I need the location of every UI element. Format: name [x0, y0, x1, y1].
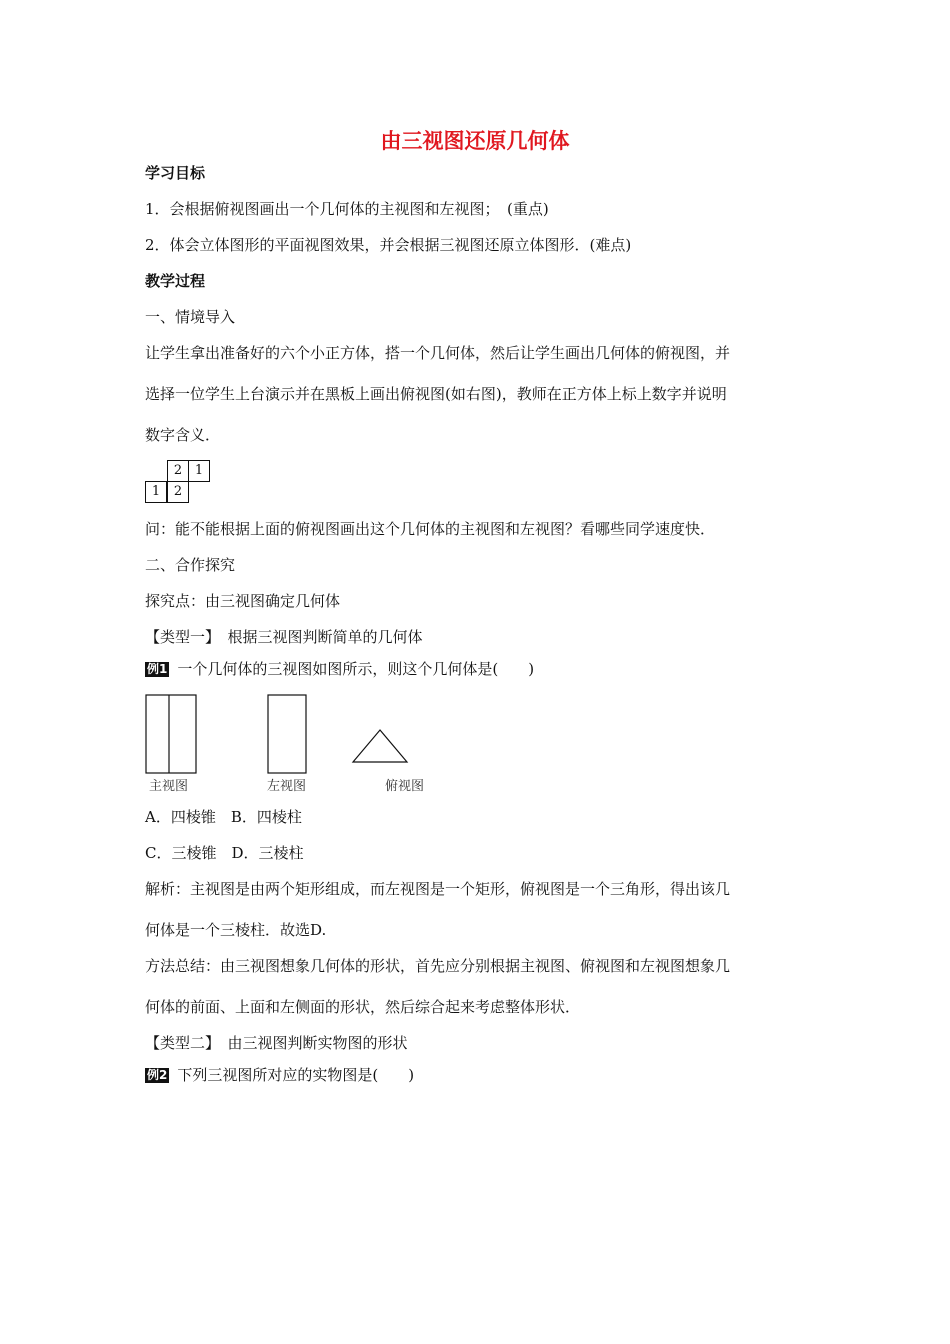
page-title: 由三视图还原几何体 — [380, 129, 570, 153]
top-view-triangle — [353, 730, 407, 762]
part2-heading: 二、合作探究 — [145, 556, 236, 574]
explore-point: 探究点：由三视图确定几何体 — [145, 592, 341, 610]
grid-cell: 1 — [145, 481, 167, 503]
grid-cell: 2 — [167, 481, 189, 503]
method-line-2: 何体的前面、上面和左侧面的形状，然后综合起来考虑整体形状． — [145, 998, 581, 1016]
example-text: 下列三视图所对应的实物图是( ) — [177, 1066, 415, 1084]
goals-heading: 学习目标 — [145, 164, 206, 182]
example-label: 例2 — [147, 1068, 168, 1082]
grid-cell: 2 — [167, 460, 189, 482]
analysis-line-2: 何体是一个三棱柱．故选D. — [145, 921, 327, 939]
options-cd: C．三棱锥 D．三棱柱 — [145, 844, 304, 862]
example-label: 例1 — [147, 662, 168, 676]
type1-heading: 【类型一】 根据三视图判断简单的几何体 — [145, 628, 423, 646]
left-view-label: 左视图 — [267, 779, 307, 794]
intro-line-2: 选择一位学生上台演示并在黑板上画出俯视图(如右图)，教师在正方体上标上数字并说明 — [145, 385, 727, 403]
type2-heading: 【类型二】 由三视图判断实物图的形状 — [145, 1034, 408, 1052]
three-view-figure — [140, 690, 460, 780]
analysis-line-1: 解析：主视图是由两个矩形组成，而左视图是一个矩形，俯视图是一个三角形，得出该几 — [145, 880, 731, 898]
method-line-1: 方法总结：由三视图想象几何体的形状，首先应分别根据主视图、俯视图和左视图想象几 — [145, 957, 731, 975]
goal-1: 1．会根据俯视图画出一个几何体的主视图和左视图； (重点) — [145, 200, 549, 218]
question: 问：能不能根据上面的俯视图画出这个几何体的主视图和左视图？看哪些同学速度快． — [145, 520, 716, 538]
front-view-rect — [146, 695, 196, 773]
part1-heading: 一、情境导入 — [145, 308, 236, 326]
example-2 — [145, 1065, 414, 1085]
intro-line-1: 让学生拿出准备好的六个小正方体，搭一个几何体，然后让学生画出几何体的俯视图，并 — [145, 344, 731, 362]
left-view-rect — [268, 695, 306, 773]
top-view-grid — [145, 460, 215, 506]
goal-2: 2．体会立体图形的平面视图效果，并会根据三视图还原立体图形．(难点) — [145, 236, 632, 254]
example-text: 一个几何体的三视图如图所示，则这个几何体是( ) — [177, 660, 535, 678]
intro-line-3: 数字含义． — [145, 426, 221, 444]
grid-cell: 1 — [188, 460, 210, 482]
top-view-label: 俯视图 — [385, 779, 425, 794]
process-heading: 教学过程 — [145, 272, 206, 290]
options-ab: A．四棱锥 B．四棱柱 — [145, 808, 302, 826]
example-1 — [145, 659, 534, 679]
front-view-label: 主视图 — [149, 779, 189, 794]
